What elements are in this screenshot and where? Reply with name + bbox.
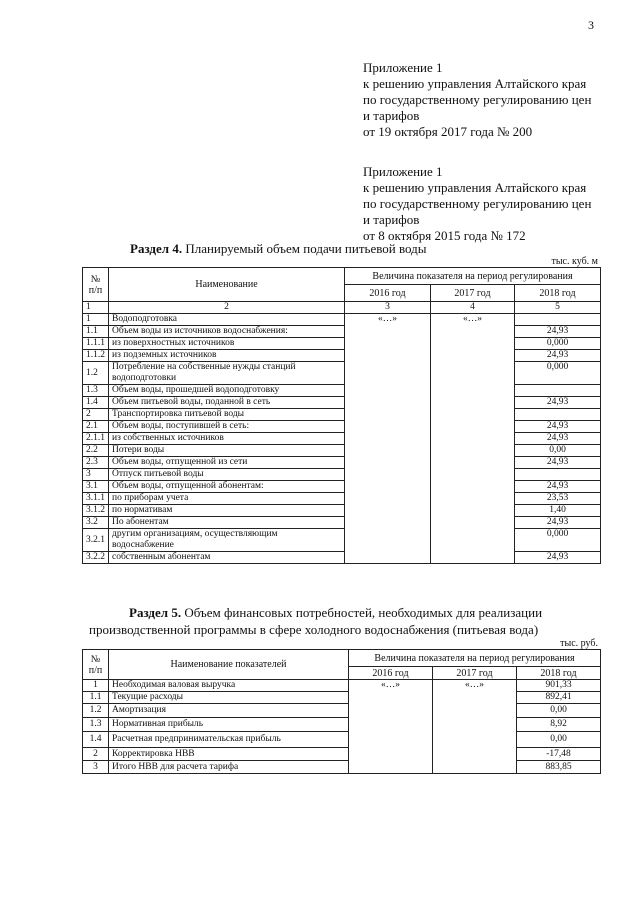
- section4-title-text: Планируемый объем подачи питьевой воды: [182, 241, 427, 256]
- value-2018: 24,93: [515, 397, 601, 409]
- table-row: [83, 718, 601, 732]
- row-name: Объем воды из источников водоснабжения:: [109, 326, 345, 338]
- row-num: 2: [83, 748, 109, 761]
- row-num: 1.4: [83, 732, 109, 748]
- section5-label: Раздел 5.: [129, 605, 182, 620]
- header-2018: 2018 год: [515, 285, 601, 302]
- value-2018: 1,40: [515, 505, 601, 517]
- row-name: Потребление на собственные нужды станций водоподготовки: [109, 362, 345, 385]
- header-period: Величина показателя на период регулирования: [349, 650, 601, 667]
- value-2018: 24,93: [515, 350, 601, 362]
- value-2018: 892,41: [517, 692, 601, 704]
- table-row: [83, 350, 601, 362]
- appendix-line: от 19 октября 2017 года № 200: [363, 124, 533, 139]
- section4-table: [82, 267, 601, 564]
- row-name: Итого НВВ для расчета тарифа: [109, 761, 349, 774]
- table-row: [83, 314, 601, 326]
- value-2018: [515, 314, 601, 326]
- table-row: [83, 421, 601, 433]
- value-2017: «…»: [431, 314, 515, 564]
- header-2016: 2016 год: [349, 667, 433, 680]
- row-num: 3.1.1: [83, 493, 109, 505]
- value-2018: 24,93: [515, 457, 601, 469]
- appendix-line: и тарифов: [363, 108, 420, 123]
- value-2018: 24,93: [515, 552, 601, 564]
- appendix-line: Приложение 1: [363, 60, 443, 75]
- table-row: [83, 761, 601, 774]
- table-row: [83, 748, 601, 761]
- row-num: 2.1: [83, 421, 109, 433]
- header-name: Наименование: [109, 268, 345, 302]
- row-num: 2: [83, 409, 109, 421]
- row-num: 1.1: [83, 326, 109, 338]
- value-2018: 0,000: [515, 529, 601, 552]
- page-number: 3: [588, 18, 594, 32]
- row-num: 3.2: [83, 517, 109, 529]
- row-name: из собственных источников: [109, 433, 345, 445]
- appendix-line: к решению управления Алтайского края: [363, 76, 587, 91]
- table-row: [83, 493, 601, 505]
- table-row: [83, 469, 601, 481]
- appendix-line: Приложение 1: [363, 164, 443, 179]
- appendix-line: от 8 октября 2015 года № 172: [363, 228, 526, 243]
- row-name: Потери воды: [109, 445, 345, 457]
- value-2018: 0,00: [517, 732, 601, 748]
- row-name: Нормативная прибыль: [109, 718, 349, 732]
- row-name: Текущие расходы: [109, 692, 349, 704]
- appendix-header-new: [363, 60, 591, 140]
- row-num: 3: [83, 469, 109, 481]
- row-name: Расчетная предпринимательская прибыль: [109, 732, 349, 748]
- value-2018: 0,000: [515, 338, 601, 350]
- section4-label: Раздел 4.: [130, 241, 183, 256]
- table-row: [83, 326, 601, 338]
- value-2018: -17,48: [517, 748, 601, 761]
- row-name: Объем воды, поступившей в сеть:: [109, 421, 345, 433]
- header-num: № п/п: [83, 650, 109, 680]
- row-num: 3: [83, 761, 109, 774]
- row-name: Отпуск питьевой воды: [109, 469, 345, 481]
- table-row: [83, 397, 601, 409]
- row-num: 1.2: [83, 704, 109, 718]
- row-name: По абонентам: [109, 517, 345, 529]
- row-num: 1.1.2: [83, 350, 109, 362]
- header-num: № п/п: [83, 268, 109, 302]
- value-2018: [515, 385, 601, 397]
- col-number: 1: [83, 302, 109, 314]
- row-num: 3.2.1: [83, 529, 109, 552]
- row-num: 1: [83, 314, 109, 326]
- header-2017: 2017 год: [433, 667, 517, 680]
- row-num: 1.1.1: [83, 338, 109, 350]
- value-2018: 23,53: [515, 493, 601, 505]
- table-row: [83, 457, 601, 469]
- value-2018: 24,93: [515, 433, 601, 445]
- row-name: Водоподготовка: [109, 314, 345, 326]
- header-2018: 2018 год: [517, 667, 601, 680]
- row-num: 2.3: [83, 457, 109, 469]
- row-num: 1.2: [83, 362, 109, 385]
- value-2018: 0,00: [517, 704, 601, 718]
- table-row: [83, 704, 601, 718]
- value-2017: «…»: [433, 680, 517, 774]
- header-2016: 2016 год: [345, 285, 431, 302]
- row-name: из поверхностных источников: [109, 338, 345, 350]
- table-row: [83, 338, 601, 350]
- table-row: [83, 529, 601, 552]
- row-name: другим организациям, осуществляющим водоснабжение: [109, 529, 345, 552]
- value-2018: 24,93: [515, 326, 601, 338]
- table-row: [83, 552, 601, 564]
- value-2018: 24,93: [515, 481, 601, 493]
- table-row: [83, 481, 601, 493]
- value-2018: 0,00: [515, 445, 601, 457]
- table-row: [83, 505, 601, 517]
- table-row: [83, 517, 601, 529]
- table-row: [83, 445, 601, 457]
- row-num: 1.1: [83, 692, 109, 704]
- value-2016: «…»: [345, 314, 431, 564]
- section4-title: [130, 241, 427, 257]
- row-name: собственным абонентам: [109, 552, 345, 564]
- appendix-header-old: [363, 164, 591, 244]
- col-number: 2: [109, 302, 345, 314]
- section5-title: [89, 604, 599, 638]
- appendix-line: к решению управления Алтайского края: [363, 180, 587, 195]
- table-row: [83, 433, 601, 445]
- row-num: 1.4: [83, 397, 109, 409]
- row-num: 3.1: [83, 481, 109, 493]
- appendix-line: по государственному регулированию цен: [363, 92, 592, 107]
- row-num: 3.1.2: [83, 505, 109, 517]
- table-row: [83, 385, 601, 397]
- col-number: 4: [431, 302, 515, 314]
- table-row: [83, 732, 601, 748]
- section5-title-text: Объем финансовых потребностей, необходимых для реализации производственной программы в сфере холодного водоснабжения (питьевая вода): [89, 605, 543, 637]
- row-name: Корректировка НВВ: [109, 748, 349, 761]
- value-2018: [515, 409, 601, 421]
- col-number: 3: [345, 302, 431, 314]
- row-num: 2.2: [83, 445, 109, 457]
- appendix-line: по государственному регулированию цен: [363, 196, 592, 211]
- header-2017: 2017 год: [431, 285, 515, 302]
- row-name: по приборам учета: [109, 493, 345, 505]
- value-2018: 24,93: [515, 517, 601, 529]
- row-name: Амортизация: [109, 704, 349, 718]
- row-name: по нормативам: [109, 505, 345, 517]
- row-num: 1.3: [83, 385, 109, 397]
- row-name: Необходимая валовая выручка: [109, 680, 349, 692]
- row-name: Объем питьевой воды, поданной в сеть: [109, 397, 345, 409]
- value-2018: 883,85: [517, 761, 601, 774]
- header-period: Величина показателя на период регулирования: [345, 268, 601, 285]
- row-name: Транспортировка питьевой воды: [109, 409, 345, 421]
- value-2018: 0,000: [515, 362, 601, 385]
- row-num: 1: [83, 680, 109, 692]
- row-name: Объем воды, отпущенной абонентам:: [109, 481, 345, 493]
- row-num: 2.1.1: [83, 433, 109, 445]
- value-2018: 8,92: [517, 718, 601, 732]
- section5-unit: тыс. руб.: [560, 638, 598, 649]
- appendix-line: и тарифов: [363, 212, 420, 227]
- header-name: Наименование показателей: [109, 650, 349, 680]
- row-num: 1.3: [83, 718, 109, 732]
- table-row: [83, 362, 601, 385]
- row-name: из подземных источников: [109, 350, 345, 362]
- row-name: Объем воды, прошедшей водоподготовку: [109, 385, 345, 397]
- col-number: 5: [515, 302, 601, 314]
- section4-unit: тыс. куб. м: [551, 256, 598, 267]
- table-row: [83, 409, 601, 421]
- value-2018: 901,33: [517, 680, 601, 692]
- table-row: [83, 680, 601, 692]
- value-2016: «…»: [349, 680, 433, 774]
- section5-table: [82, 649, 601, 774]
- value-2018: 24,93: [515, 421, 601, 433]
- value-2018: [515, 469, 601, 481]
- row-num: 3.2.2: [83, 552, 109, 564]
- row-name: Объем воды, отпущенной из сети: [109, 457, 345, 469]
- table-row: [83, 692, 601, 704]
